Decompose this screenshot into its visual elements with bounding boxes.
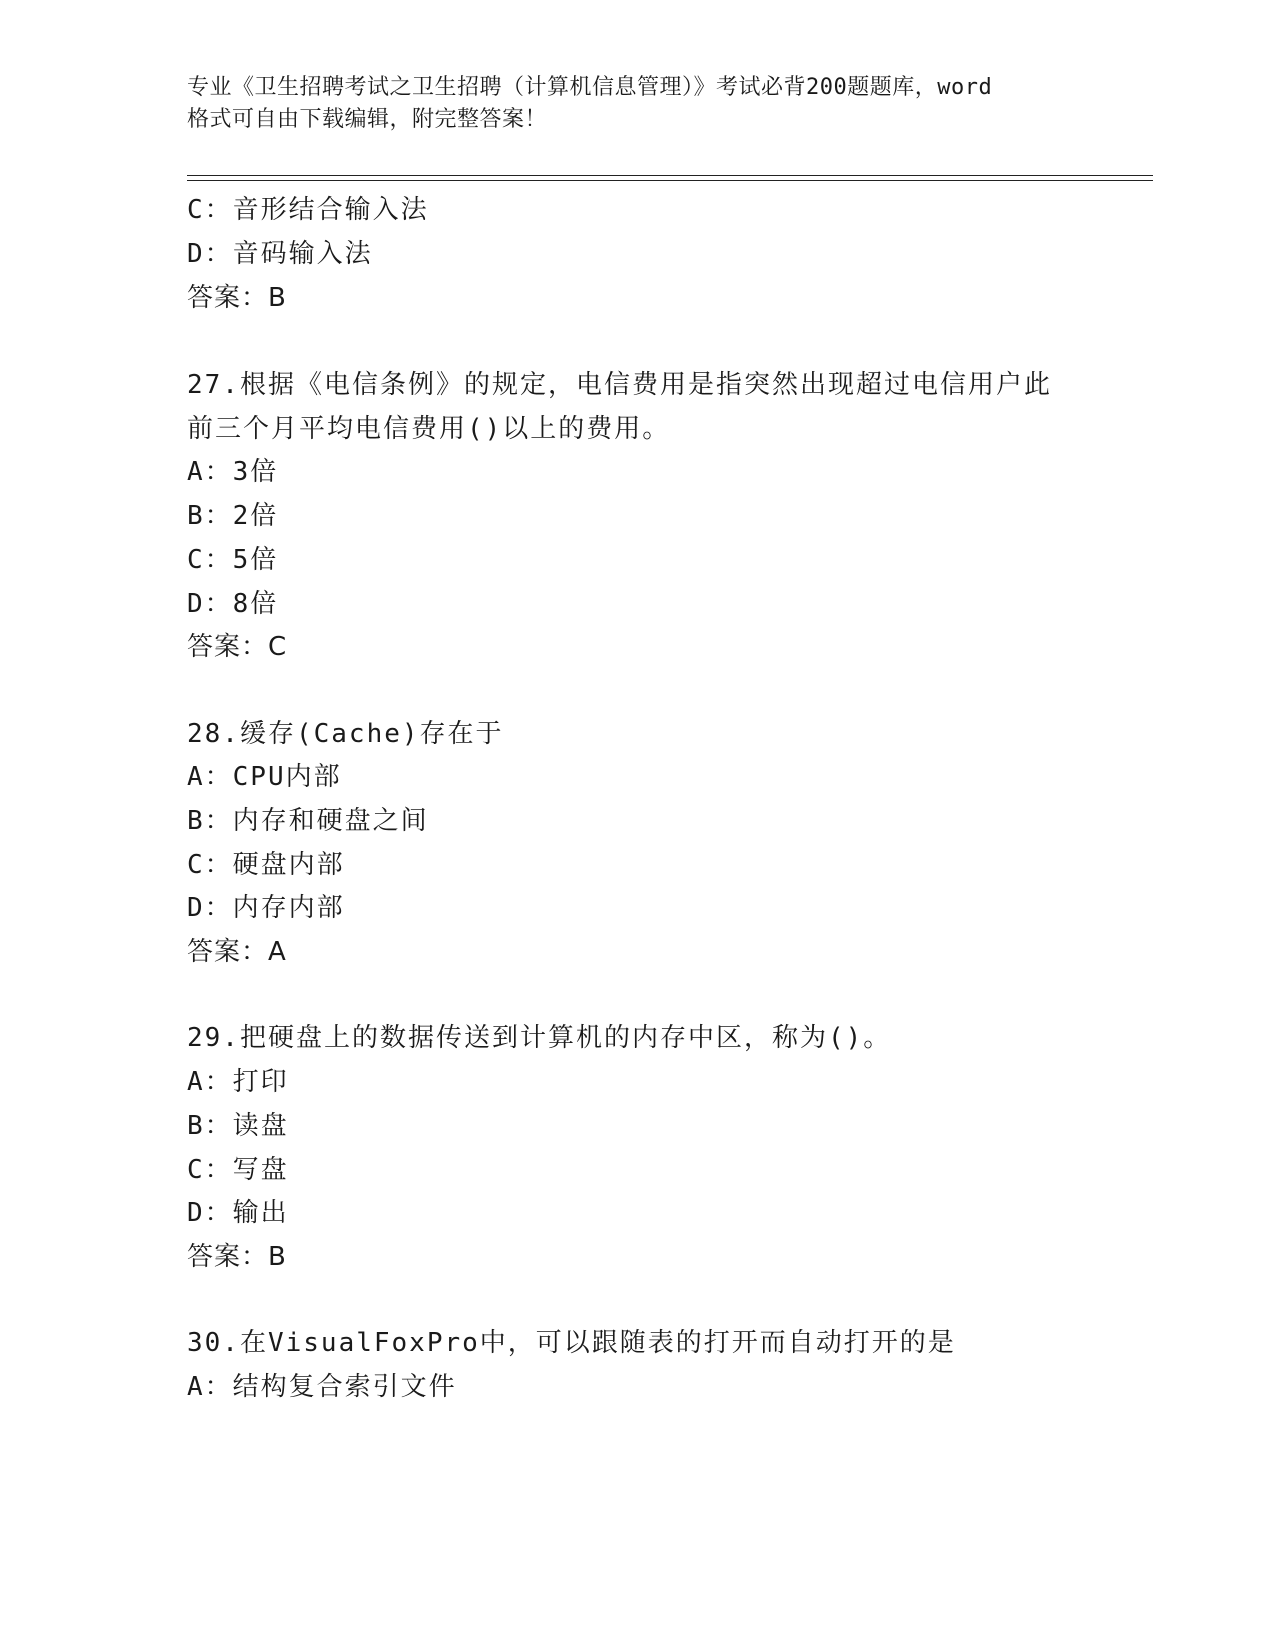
question-stem: 27.根据《电信条例》的规定，电信费用是指突然出现超过电信用户此 [187,370,1052,400]
header-rule-bottom [187,180,1153,181]
answer: 答案：A [187,937,287,967]
option-c: C：音形结合输入法 [187,195,429,225]
document-header [187,72,1087,136]
option-a: A：3倍 [187,457,279,487]
option-c: C：5倍 [187,545,279,575]
option-d: D：8倍 [187,589,279,619]
option-c: C：硬盘内部 [187,850,345,880]
answer: 答案：C [187,632,288,662]
header-line-2: 格式可自由下载编辑，附完整答案！ [187,107,548,132]
answer: 答案：B [187,1242,287,1272]
option-d: D：输出 [187,1198,289,1228]
answer: 答案：B [187,283,287,313]
question-stem-continued: 前三个月平均电信费用()以上的费用。 [187,414,671,444]
option-c: C：写盘 [187,1155,289,1185]
option-a: A：CPU内部 [187,762,342,792]
option-d: D：内存内部 [187,893,345,923]
question-stem: 30.在VisualFoxPro中，可以跟随表的打开而自动打开的是 [187,1328,956,1358]
header-rule-top [187,175,1153,176]
question-stem: 28.缓存(Cache)存在于 [187,719,504,749]
option-a: A：打印 [187,1067,289,1097]
question-stem: 29.把硬盘上的数据传送到计算机的内存中区，称为()。 [187,1023,892,1053]
option-d: D：音码输入法 [187,239,373,269]
option-a: A：结构复合索引文件 [187,1372,457,1402]
option-b: B：2倍 [187,501,279,531]
option-b: B：内存和硬盘之间 [187,806,429,836]
header-line-1: 专业《卫生招聘考试之卫生招聘（计算机信息管理）》考试必背200题题库，word [187,75,993,100]
option-b: B：读盘 [187,1111,289,1141]
